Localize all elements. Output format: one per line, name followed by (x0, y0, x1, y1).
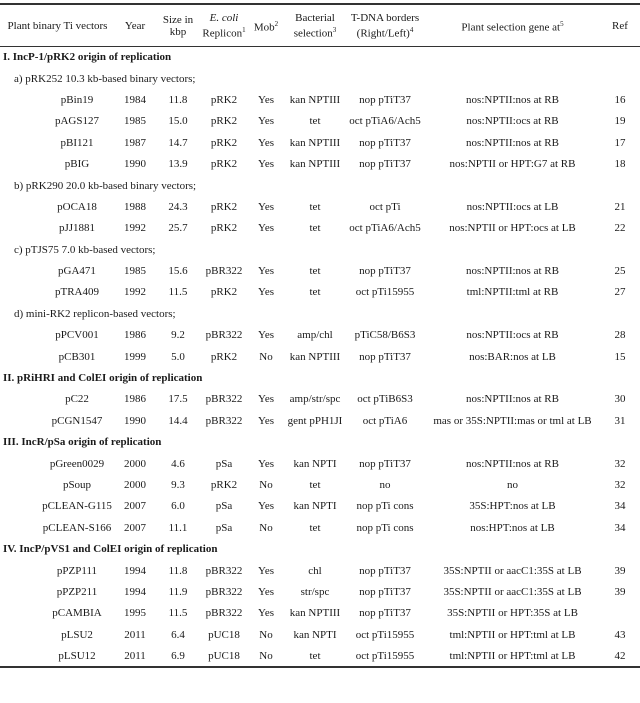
cell-mob: Yes (257, 607, 274, 620)
cell-bacterial-selection: tet (309, 649, 321, 662)
cell-vector-name: pCLEAN-G115 (42, 500, 112, 513)
cell-plant-selection-gene: tml:NPTII or HPT:tml at LB (449, 649, 576, 662)
table-row (0, 89, 640, 110)
cell-replicon: pBR322 (205, 393, 243, 406)
cell-tdna-borders: nop pTi cons (356, 521, 414, 534)
section-heading-row (0, 47, 640, 68)
table-row (0, 389, 640, 410)
table-row (0, 496, 640, 517)
cell-tdna-borders: nop pTiT37 (359, 350, 411, 363)
footnote-mark: 5 (560, 19, 564, 28)
cell-replicon: pSa (215, 521, 233, 534)
cell-mob: Yes (257, 115, 274, 128)
cell-mob: Yes (257, 564, 274, 577)
cell-bacterial-selection: kan NPTI (293, 500, 337, 513)
cell-bacterial-selection: kan NPTIII (289, 158, 341, 171)
cell-tdna-borders: oct pTi15955 (355, 628, 415, 641)
table-row (0, 453, 640, 474)
header-bact-label: Bacterial selection (293, 11, 335, 40)
subsection-heading: d) mini-RK2 replicon-based vectors; (14, 307, 176, 320)
cell-ref (600, 603, 640, 624)
cell-year: 1992 (124, 222, 146, 235)
table-row (0, 111, 640, 132)
cell-mob: No (259, 628, 273, 641)
cell-replicon: pBR322 (205, 607, 243, 620)
cell-mob: Yes (257, 200, 274, 213)
header-replicon-species: E. coli (209, 11, 239, 24)
cell-plant-selection-gene: 35S:NPTII or HPT:35S at LB (447, 607, 578, 620)
cell-year: 2007 (124, 500, 146, 513)
header-mob (247, 4, 285, 47)
cell-plant-selection-gene: nos:NPTII:nos at RB (466, 265, 559, 278)
cell-bacterial-selection: gent pPH1JI (287, 414, 343, 427)
cell-bacterial-selection: tet (309, 521, 321, 534)
cell-tdna-borders: nop pTiT37 (359, 136, 411, 149)
cell-plant-selection-gene: nos:BAR:nos at LB (469, 350, 556, 363)
cell-size: 13.9 (168, 158, 188, 171)
cell-vector-name: pBI121 (60, 136, 94, 149)
cell-size: 24.3 (168, 200, 188, 213)
cell-vector-name: pOCA18 (57, 200, 97, 213)
cell-mob: Yes (257, 158, 274, 171)
cell-bacterial-selection: tet (309, 222, 321, 235)
cell-bacterial-selection: tet (309, 265, 321, 278)
section-heading: IV. IncP/pVS1 and ColEI origin of replication (3, 543, 218, 556)
cell-plant-selection-gene: nos:NPTII:ocs at LB (466, 200, 559, 213)
section-heading-row (0, 538, 640, 559)
cell-tdna-borders: nop pTiT37 (359, 265, 411, 278)
cell-tdna-borders: nop pTiT37 (359, 607, 411, 620)
footnote-mark: 4 (409, 25, 414, 34)
cell-tdna-borders: oct pTi15955 (355, 286, 415, 299)
cell-size: 25.7 (168, 222, 188, 235)
header-replicon-label: Replicon (202, 27, 243, 40)
cell-year: 1984 (124, 93, 146, 106)
header-replicon (201, 4, 247, 47)
cell-replicon: pUC18 (208, 649, 240, 662)
cell-size: 17.5 (168, 393, 188, 406)
cell-vector-name: pCGN1547 (51, 414, 103, 427)
cell-bacterial-selection: str/spc (300, 585, 330, 598)
header-vector: Plant binary Ti vectors (7, 19, 108, 32)
footnote-mark: 3 (332, 25, 337, 34)
cell-vector-name: pJJ1881 (58, 222, 96, 235)
cell-year: 1990 (124, 414, 146, 427)
table-row (0, 603, 640, 624)
cell-year: 1995 (124, 607, 146, 620)
cell-bacterial-selection: kan NPTIII (289, 136, 341, 149)
cell-plant-selection-gene: nos:NPTII:nos at RB (466, 393, 559, 406)
cell-replicon: pRK2 (210, 158, 238, 171)
cell-size: 15.6 (168, 265, 188, 278)
table-row (0, 474, 640, 495)
cell-vector-name: pGA471 (58, 265, 96, 278)
cell-tdna-borders: nop pTiT37 (359, 93, 411, 106)
header-mob-label: Mob (253, 21, 275, 34)
cell-ref: 30 (614, 393, 626, 406)
cell-plant-selection-gene: nos:HPT:nos at LB (470, 521, 555, 534)
cell-ref: 34 (614, 500, 626, 513)
cell-size: 6.9 (171, 649, 185, 662)
table-body (0, 47, 640, 667)
cell-replicon: pRK2 (210, 286, 238, 299)
cell-plant-selection-gene: nos:NPTII:ocs at RB (466, 329, 559, 342)
cell-mob: Yes (257, 414, 274, 427)
cell-plant-selection-gene: 35S:NPTII or aacC1:35S at LB (443, 564, 582, 577)
header-bacterial-selection (285, 4, 345, 47)
section-heading: I. IncP-1/pRK2 origin of replication (3, 51, 172, 64)
cell-mob: Yes (257, 265, 274, 278)
cell-ref: 42 (614, 649, 626, 662)
table-row (0, 260, 640, 281)
cell-year: 1994 (124, 585, 146, 598)
cell-vector-name: pPCV001 (55, 329, 99, 342)
header-ref: Ref (612, 19, 628, 32)
cell-vector-name: pCB301 (58, 350, 96, 363)
section-heading: III. IncR/pSa origin of replication (3, 436, 162, 449)
cell-ref: 27 (614, 286, 626, 299)
cell-vector-name: pCLEAN-S166 (42, 521, 112, 534)
cell-replicon: pBR322 (205, 564, 243, 577)
cell-replicon: pRK2 (210, 200, 238, 213)
cell-mob: Yes (257, 93, 274, 106)
subsection-heading-row (0, 68, 640, 89)
header-year: Year (124, 19, 146, 32)
table-row (0, 560, 640, 581)
header-plant-selection (425, 4, 600, 47)
cell-bacterial-selection: kan NPTIII (289, 350, 341, 363)
table-row (0, 132, 640, 153)
cell-vector-name: pPZP111 (56, 564, 98, 577)
cell-ref: 28 (614, 329, 626, 342)
cell-plant-selection-gene: mas or 35S:NPTII:mas or tml at LB (433, 414, 592, 427)
cell-year: 2011 (124, 628, 146, 641)
cell-size: 14.4 (168, 414, 188, 427)
cell-replicon: pUC18 (208, 628, 240, 641)
subsection-heading: c) pTJS75 7.0 kb-based vectors; (14, 243, 156, 256)
cell-bacterial-selection: tet (309, 479, 321, 491)
cell-bacterial-selection: kan NPTIII (289, 607, 341, 620)
cell-mob: No (259, 521, 273, 534)
cell-tdna-borders: nop pTi cons (356, 500, 414, 513)
cell-vector-name: pSoup (62, 479, 92, 491)
header-tdna-borders (345, 4, 425, 47)
cell-ref: 31 (614, 414, 626, 427)
cell-vector-name: pLSU12 (58, 649, 96, 662)
cell-tdna-borders: oct pTiA6/Ach5 (349, 115, 421, 128)
cell-mob: Yes (257, 286, 274, 299)
cell-plant-selection-gene: nos:NPTII:ocs at RB (466, 115, 559, 128)
section-heading: II. pRiHRI and ColEI origin of replication (3, 372, 203, 385)
cell-tdna-borders: no (379, 479, 391, 491)
cell-vector-name: pC22 (65, 393, 89, 406)
cell-ref: 19 (614, 115, 626, 128)
cell-ref: 25 (614, 265, 626, 278)
table-header (0, 4, 640, 47)
cell-year: 1985 (124, 265, 146, 278)
header-size: Size in kbp (162, 13, 194, 38)
cell-ref: 15 (614, 350, 626, 363)
cell-replicon: pBR322 (205, 585, 243, 598)
cell-mob: No (259, 479, 273, 491)
cell-size: 11.1 (168, 521, 188, 534)
subsection-heading-row (0, 239, 640, 260)
cell-replicon: pSa (215, 457, 233, 470)
cell-bacterial-selection: amp/str/spc (289, 393, 341, 406)
cell-vector-name: pBin19 (60, 93, 94, 106)
cell-year: 2000 (124, 457, 146, 470)
cell-mob: Yes (257, 329, 274, 342)
cell-tdna-borders: nop pTiT37 (359, 585, 411, 598)
cell-year: 1994 (124, 564, 146, 577)
cell-year: 2007 (124, 521, 146, 534)
cell-tdna-borders: oct pTi15955 (355, 649, 415, 662)
cell-tdna-borders: nop pTiT37 (359, 564, 411, 577)
cell-size: 14.7 (168, 136, 188, 149)
cell-tdna-borders: oct pTi (369, 200, 401, 213)
cell-mob: Yes (257, 136, 274, 149)
cell-bacterial-selection: chl (308, 564, 322, 577)
cell-replicon: pRK2 (210, 222, 238, 235)
cell-size: 6.0 (171, 500, 185, 513)
cell-plant-selection-gene: nos:NPTII or HPT:ocs at LB (449, 222, 576, 235)
cell-mob: Yes (257, 393, 274, 406)
cell-vector-name: pCAMBIA (52, 607, 102, 620)
cell-size: 5.0 (171, 350, 185, 363)
table-row (0, 196, 640, 217)
cell-size: 11.5 (168, 607, 188, 620)
cell-mob: No (259, 350, 273, 363)
cell-vector-name: pGreen0029 (49, 457, 105, 470)
cell-vector-name: pLSU2 (61, 628, 93, 641)
footnote-mark: 2 (274, 19, 279, 28)
cell-size: 9.2 (171, 329, 185, 342)
cell-size: 15.0 (168, 115, 188, 128)
cell-size: 4.6 (171, 457, 185, 470)
cell-ref: 32 (614, 479, 626, 491)
table-row (0, 282, 640, 303)
cell-bacterial-selection: tet (309, 115, 321, 128)
cell-tdna-borders: nop pTiT37 (359, 158, 411, 171)
cell-bacterial-selection: kan NPTIII (289, 93, 341, 106)
cell-tdna-borders: oct pTiB6S3 (357, 393, 413, 406)
cell-replicon: pRK2 (210, 479, 238, 491)
table-row (0, 645, 640, 666)
cell-plant-selection-gene: nos:NPTII:nos at RB (466, 93, 559, 106)
table-row (0, 624, 640, 645)
cell-ref: 16 (614, 93, 626, 106)
cell-mob: Yes (257, 457, 274, 470)
cell-ref: 32 (614, 457, 626, 470)
cell-mob: No (259, 649, 273, 662)
cell-ref: 21 (614, 200, 626, 213)
cell-plant-selection-gene: tml:NPTII:tml at RB (466, 286, 559, 299)
subsection-heading-row (0, 303, 640, 324)
cell-size: 11.9 (168, 585, 188, 598)
cell-plant-selection-gene: nos:NPTII:nos at RB (466, 136, 559, 149)
cell-replicon: pSa (215, 500, 233, 513)
cell-bacterial-selection: amp/chl (297, 329, 333, 342)
section-heading-row (0, 432, 640, 453)
cell-ref: 39 (614, 564, 626, 577)
cell-replicon: pBR322 (205, 329, 243, 342)
cell-vector-name: pPZP211 (56, 585, 98, 598)
cell-bacterial-selection: kan NPTI (293, 457, 337, 470)
cell-tdna-borders: pTiC58/B6S3 (354, 329, 416, 342)
cell-vector-name: pTRA409 (55, 286, 99, 299)
cell-bacterial-selection: tet (309, 200, 321, 213)
section-heading-row (0, 367, 640, 388)
subsection-heading: a) pRK252 10.3 kb-based binary vectors; (14, 72, 196, 85)
cell-ref: 17 (614, 136, 626, 149)
table-row (0, 581, 640, 602)
cell-year: 1992 (124, 286, 146, 299)
cell-vector-name: pAGS127 (54, 115, 99, 128)
cell-size: 11.8 (168, 93, 188, 106)
binary-vectors-table (0, 3, 640, 668)
cell-plant-selection-gene: nos:NPTII:nos at RB (466, 457, 559, 470)
cell-plant-selection-gene: 35S:HPT:nos at LB (469, 500, 556, 513)
table-row (0, 410, 640, 431)
cell-size: 6.4 (171, 628, 185, 641)
cell-bacterial-selection: kan NPTI (293, 628, 337, 641)
footnote-mark: 1 (242, 25, 246, 34)
cell-plant-selection-gene: tml:NPTII or HPT:tml at LB (449, 628, 576, 641)
cell-size: 11.8 (168, 564, 188, 577)
cell-size: 11.5 (168, 286, 188, 299)
cell-ref: 43 (614, 628, 626, 641)
cell-ref: 22 (614, 222, 626, 235)
cell-year: 1987 (124, 136, 146, 149)
header-plant-label: Plant selection gene at (461, 21, 561, 34)
cell-year: 1985 (124, 115, 146, 128)
cell-vector-name: pBIG (64, 158, 90, 171)
cell-plant-selection-gene: nos:NPTII or HPT:G7 at RB (449, 158, 576, 171)
cell-replicon: pBR322 (205, 265, 243, 278)
cell-year: 2011 (124, 649, 146, 662)
cell-year: 2000 (124, 479, 146, 491)
cell-mob: Yes (257, 222, 274, 235)
cell-plant-selection-gene: no (507, 479, 518, 491)
table-row (0, 325, 640, 346)
cell-mob: Yes (257, 500, 274, 513)
cell-mob: Yes (257, 585, 274, 598)
cell-replicon: pRK2 (210, 93, 238, 106)
cell-tdna-borders: oct pTiA6 (362, 414, 408, 427)
cell-tdna-borders: nop pTiT37 (359, 457, 411, 470)
cell-bacterial-selection: tet (309, 286, 321, 299)
cell-replicon: pBR322 (205, 414, 243, 427)
table-row (0, 517, 640, 538)
table-row (0, 153, 640, 174)
header-tdna-label: T-DNA borders (Right/Left) (350, 11, 420, 40)
subsection-heading-row (0, 175, 640, 196)
cell-replicon: pRK2 (210, 350, 238, 363)
cell-year: 1986 (124, 329, 146, 342)
cell-year: 1986 (124, 393, 146, 406)
cell-year: 1999 (124, 350, 146, 363)
cell-ref: 39 (614, 585, 626, 598)
cell-year: 1988 (124, 200, 146, 213)
cell-replicon: pRK2 (210, 115, 238, 128)
cell-replicon: pRK2 (210, 136, 238, 149)
cell-plant-selection-gene: 35S:NPTII or aacC1:35S at LB (443, 585, 582, 598)
table-row (0, 218, 640, 239)
table-row (0, 346, 640, 367)
subsection-heading: b) pRK290 20.0 kb-based binary vectors; (14, 179, 197, 192)
cell-ref: 18 (614, 158, 626, 171)
cell-ref: 34 (614, 521, 626, 534)
cell-size: 9.3 (171, 479, 185, 491)
cell-year: 1990 (124, 158, 146, 171)
cell-tdna-borders: oct pTiA6/Ach5 (349, 222, 421, 235)
